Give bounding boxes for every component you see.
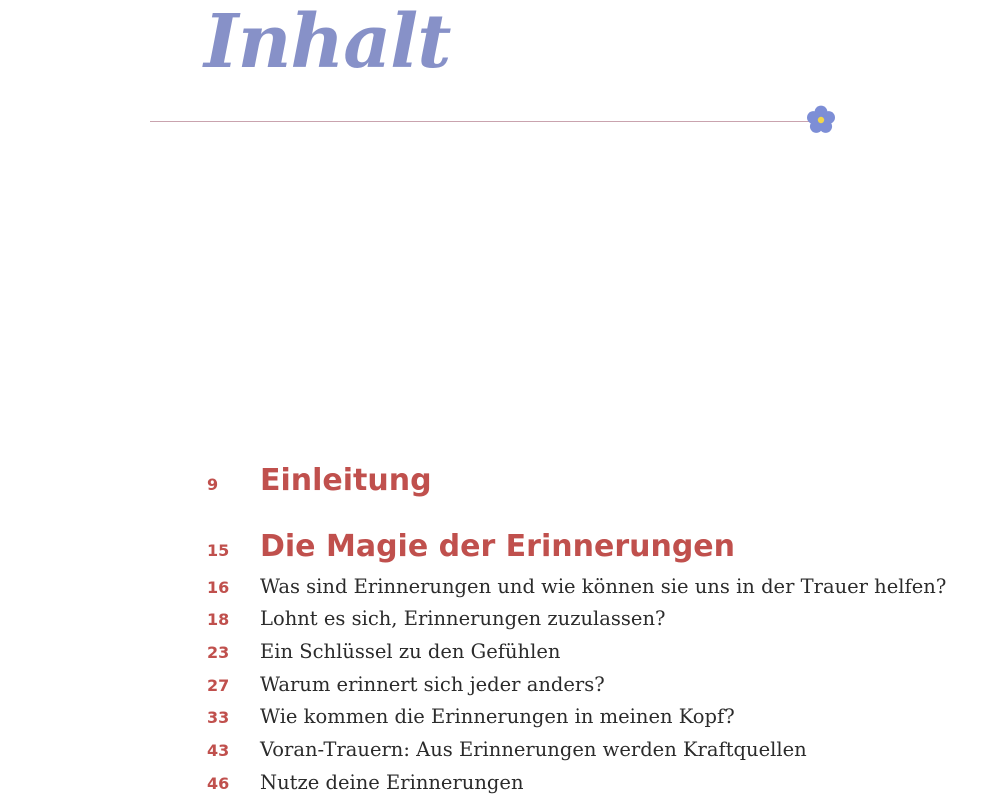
toc-entry-title: Lohnt es sich, Erinnerungen zuzulassen? — [260, 607, 666, 630]
toc-entry-title: Ein Schlüssel zu den Gefühlen — [260, 640, 561, 663]
toc-entry-title: Warum erinnert sich jeder anders? — [260, 673, 605, 696]
toc-page-number: 18 — [207, 610, 230, 629]
toc-page-number: 23 — [207, 643, 230, 662]
page-title: Inhalt — [204, 0, 451, 85]
toc-chapter-title: Einleitung — [260, 463, 432, 498]
toc-page-number: 43 — [207, 741, 230, 760]
toc-page-number: 27 — [207, 676, 230, 695]
toc-page-number: 33 — [207, 708, 230, 727]
toc-chapter-title: Die Magie der Erinnerungen — [260, 529, 736, 564]
toc-page-number: 46 — [207, 774, 230, 793]
toc-entry-title: Was sind Erinnerungen und wie können sie uns in der Trauer helfen? — [260, 575, 947, 598]
toc-entry-title: Wie kommen die Erinnerungen in meinen Kopf? — [260, 705, 735, 728]
toc-page-number: 15 — [207, 541, 230, 560]
toc-page-number: 16 — [207, 578, 230, 597]
toc-entry-title: Nutze deine Erinnerungen — [260, 771, 524, 794]
toc-page-number: 9 — [207, 475, 219, 494]
title-divider — [150, 121, 810, 122]
toc-entry-title: Voran-Trauern: Aus Erinnerungen werden Kraftquellen — [260, 738, 807, 761]
forget-me-not-flower-icon — [804, 103, 838, 137]
